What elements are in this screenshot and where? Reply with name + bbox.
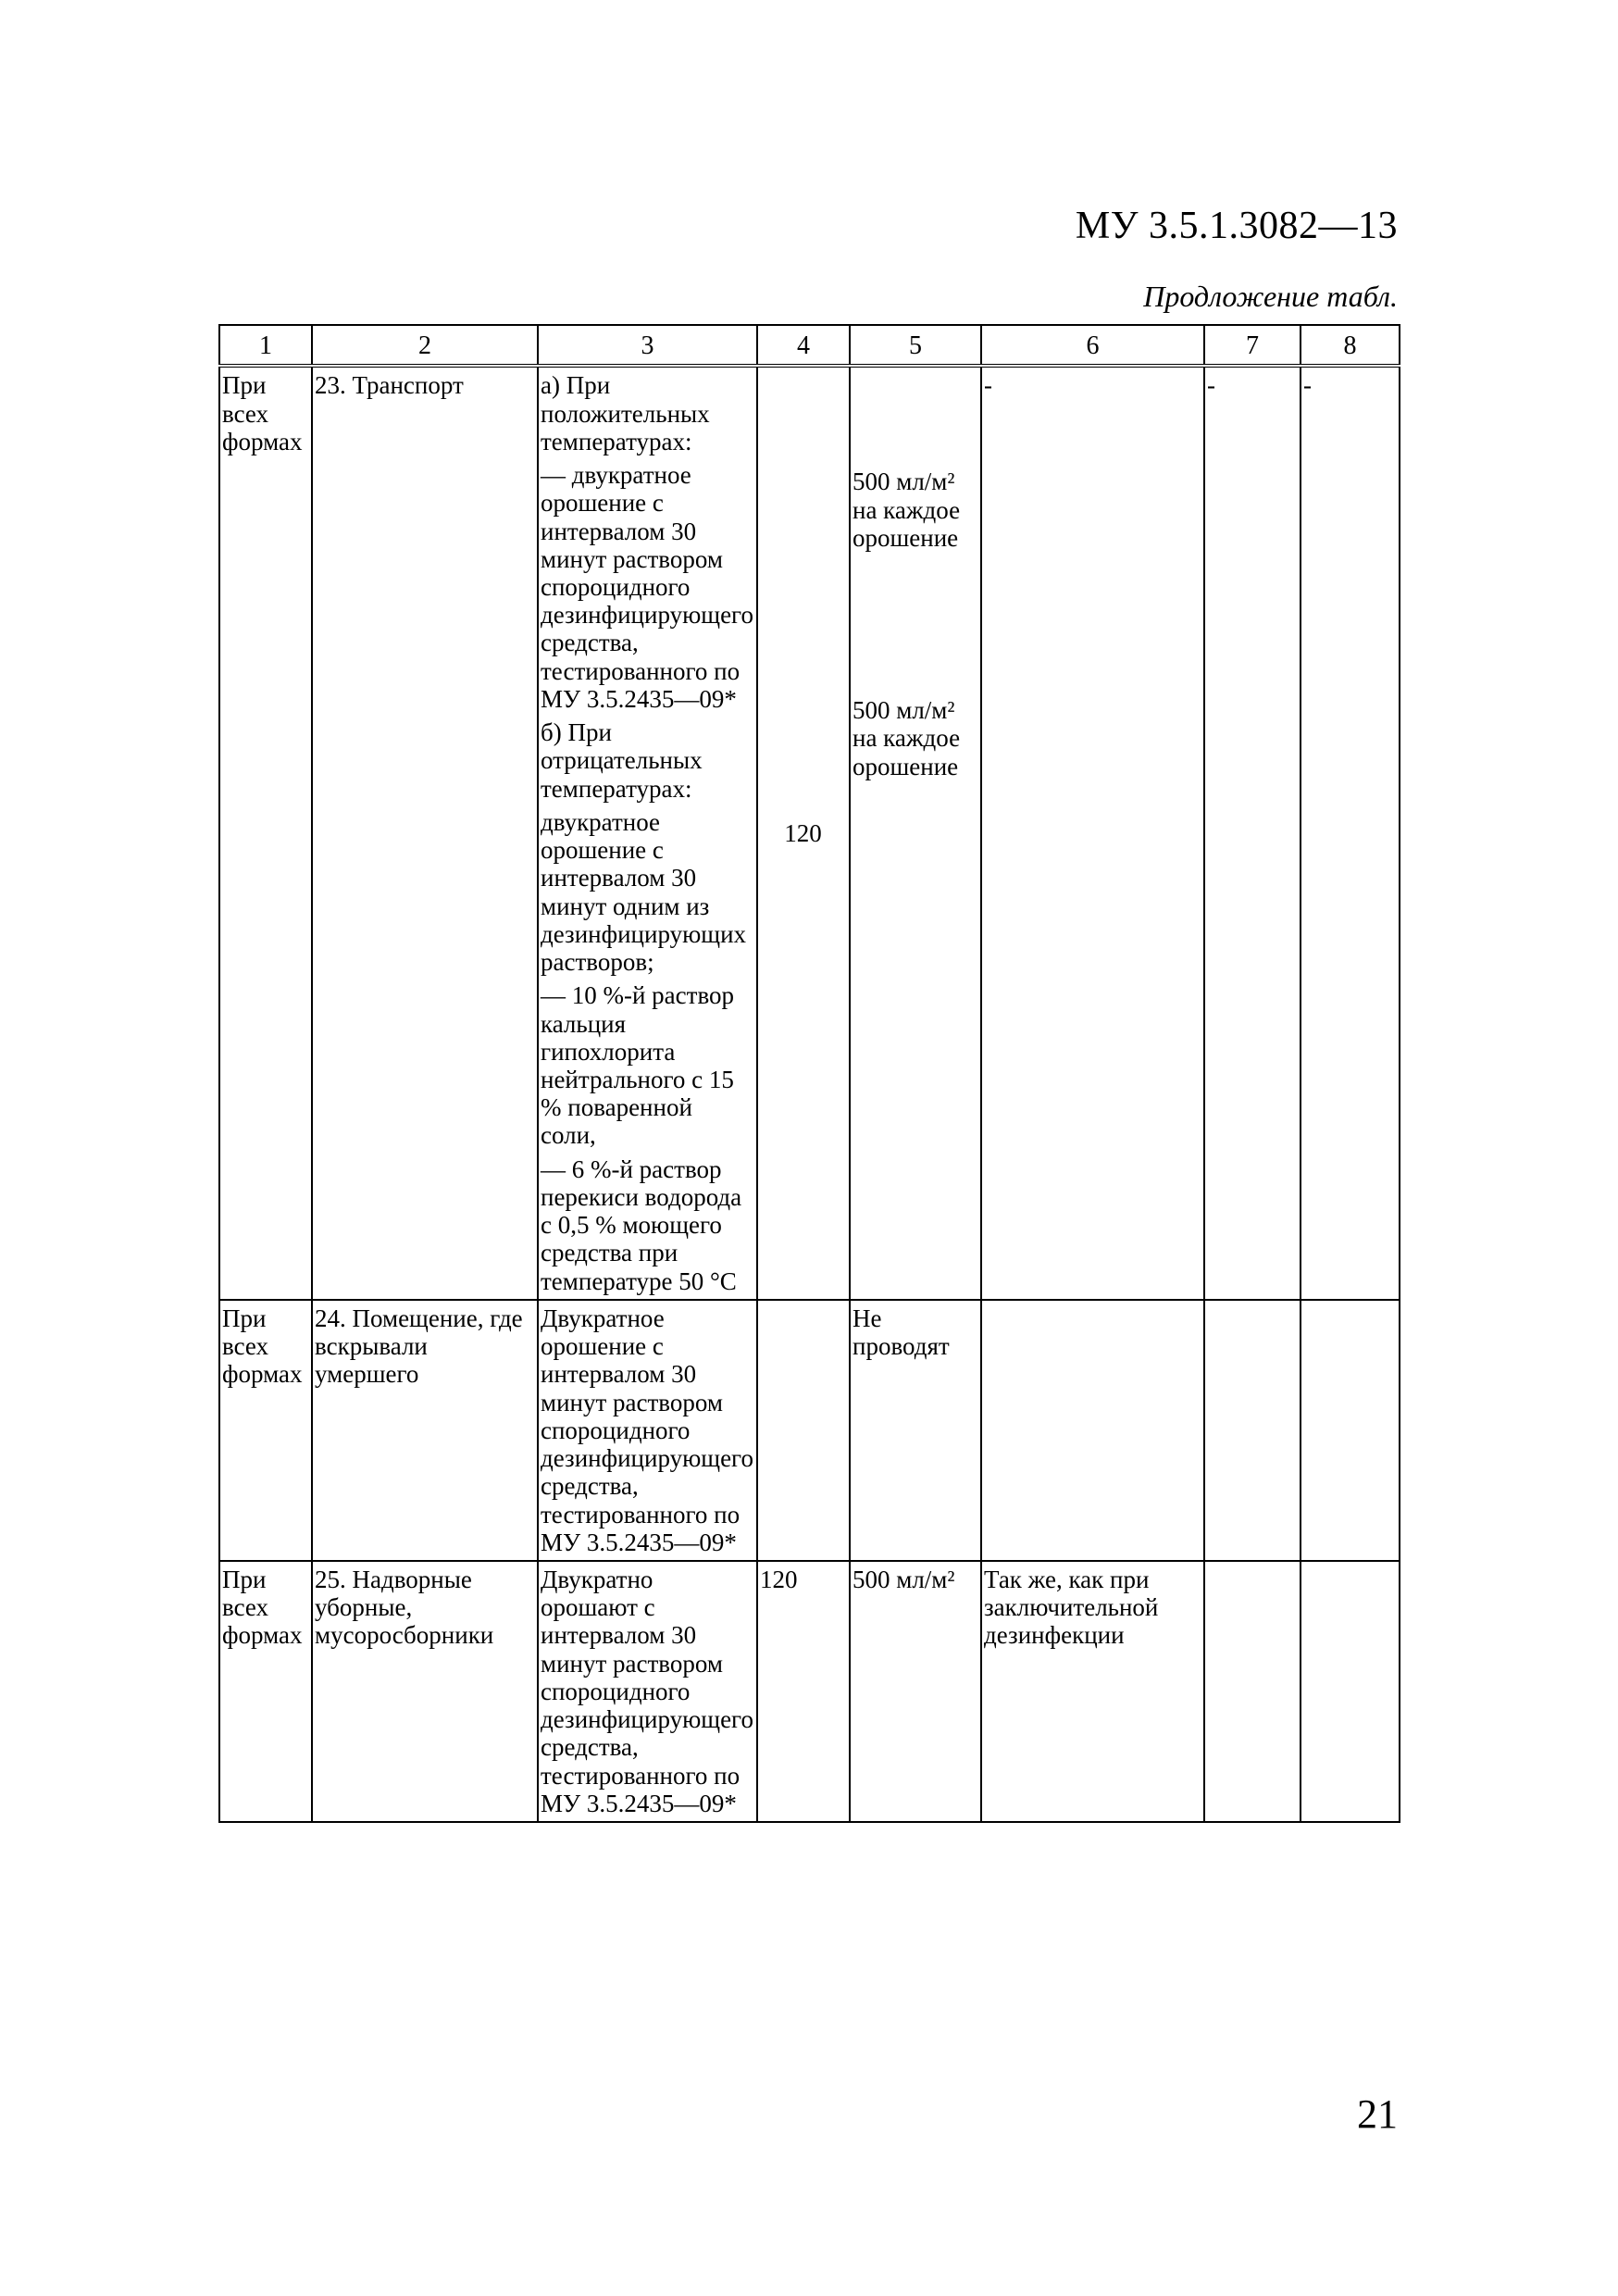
method-a-title: а) При положительных температурах: bbox=[541, 371, 710, 455]
col-header-2: 2 bbox=[312, 325, 538, 366]
page-number: 21 bbox=[1357, 2091, 1398, 2137]
cell-note: Так же, как при заключительной дезинфекции bbox=[981, 1561, 1204, 1822]
cell-col7 bbox=[1204, 1300, 1301, 1561]
table-row bbox=[219, 366, 1400, 1300]
cell-col8 bbox=[1301, 1300, 1400, 1561]
cell-col7 bbox=[1204, 1561, 1301, 1822]
disinfection-table bbox=[218, 324, 1400, 1823]
col-header-1: 1 bbox=[219, 325, 312, 366]
cell-form: При всех формах bbox=[219, 366, 312, 1300]
dash-mark: - bbox=[1207, 371, 1215, 400]
cell-exposure: 120 bbox=[757, 1561, 850, 1822]
cell-method: Двукратное орошение с интервалом 30 минут раствором спороцидного дезинфицирующего средства, тестированного по МУ 3.5.2435—09* bbox=[538, 1300, 757, 1561]
method-b-item-1: — 10 %-й раствор кальция гипохлорита нейтрального с 15 % поваренной соли, bbox=[541, 981, 735, 1150]
cell-note bbox=[981, 1300, 1204, 1561]
cell-form: При всех формах bbox=[219, 1300, 312, 1561]
norm-b: 500 мл/м² на каждое орошение bbox=[853, 696, 961, 780]
cell-method bbox=[538, 366, 757, 1300]
cell-exposure: 120 bbox=[757, 366, 850, 1300]
col-header-7: 7 bbox=[1204, 325, 1301, 366]
cell-col8 bbox=[1301, 1561, 1400, 1822]
cell-form: При всех формах bbox=[219, 1561, 312, 1822]
col-header-5: 5 bbox=[850, 325, 981, 366]
norm-a: 500 мл/м² на каждое орошение bbox=[853, 468, 961, 552]
column-number-row bbox=[219, 325, 1400, 366]
method-b-item-2: — 6 %-й раствор перекиси водорода с 0,5 % моющего средства при температуре 50 °С bbox=[541, 1154, 742, 1295]
dash-mark: - bbox=[984, 371, 992, 400]
table-row bbox=[219, 1300, 1400, 1561]
method-b-title: б) При отрицательных температурах: bbox=[541, 718, 703, 803]
col-header-3: 3 bbox=[538, 325, 757, 366]
cell-method: Двукратно орошают с интервалом 30 минут раствором спороцидного дезинфицирующего средства, тестированного по МУ 3.5.2435—09* bbox=[538, 1561, 757, 1822]
col-header-8: 8 bbox=[1301, 325, 1400, 366]
cell-norm bbox=[850, 366, 981, 1300]
method-b-text: двукратное орошение с интервалом 30 минут одним из дезинфицирующих растворов; bbox=[541, 807, 747, 977]
cell-norm: Не проводят bbox=[850, 1300, 981, 1561]
dash-mark: - bbox=[1303, 371, 1312, 400]
table-row bbox=[219, 1561, 1400, 1822]
cell-object: 23. Транспорт bbox=[312, 366, 538, 1300]
cell-object: 24. Помещение, где вскрывали умершего bbox=[312, 1300, 538, 1561]
cell-col7 bbox=[1204, 366, 1301, 1300]
method-a-text: — двукратное орошение с интервалом 30 минут раствором спороцидного дезинфицирующего средства, тестированного по МУ 3.5.2435—09* bbox=[541, 461, 753, 713]
document-code: МУ 3.5.1.3082—13 bbox=[1075, 205, 1398, 247]
cell-norm: 500 мл/м² bbox=[850, 1561, 981, 1822]
col-header-4: 4 bbox=[757, 325, 850, 366]
table-continuation-label: Продложение табл. bbox=[1143, 280, 1398, 313]
cell-note bbox=[981, 366, 1204, 1300]
cell-col8 bbox=[1301, 366, 1400, 1300]
cell-object: 25. Надворные уборные, мусоросборники bbox=[312, 1561, 538, 1822]
col-header-6: 6 bbox=[981, 325, 1204, 366]
cell-exposure bbox=[757, 1300, 850, 1561]
